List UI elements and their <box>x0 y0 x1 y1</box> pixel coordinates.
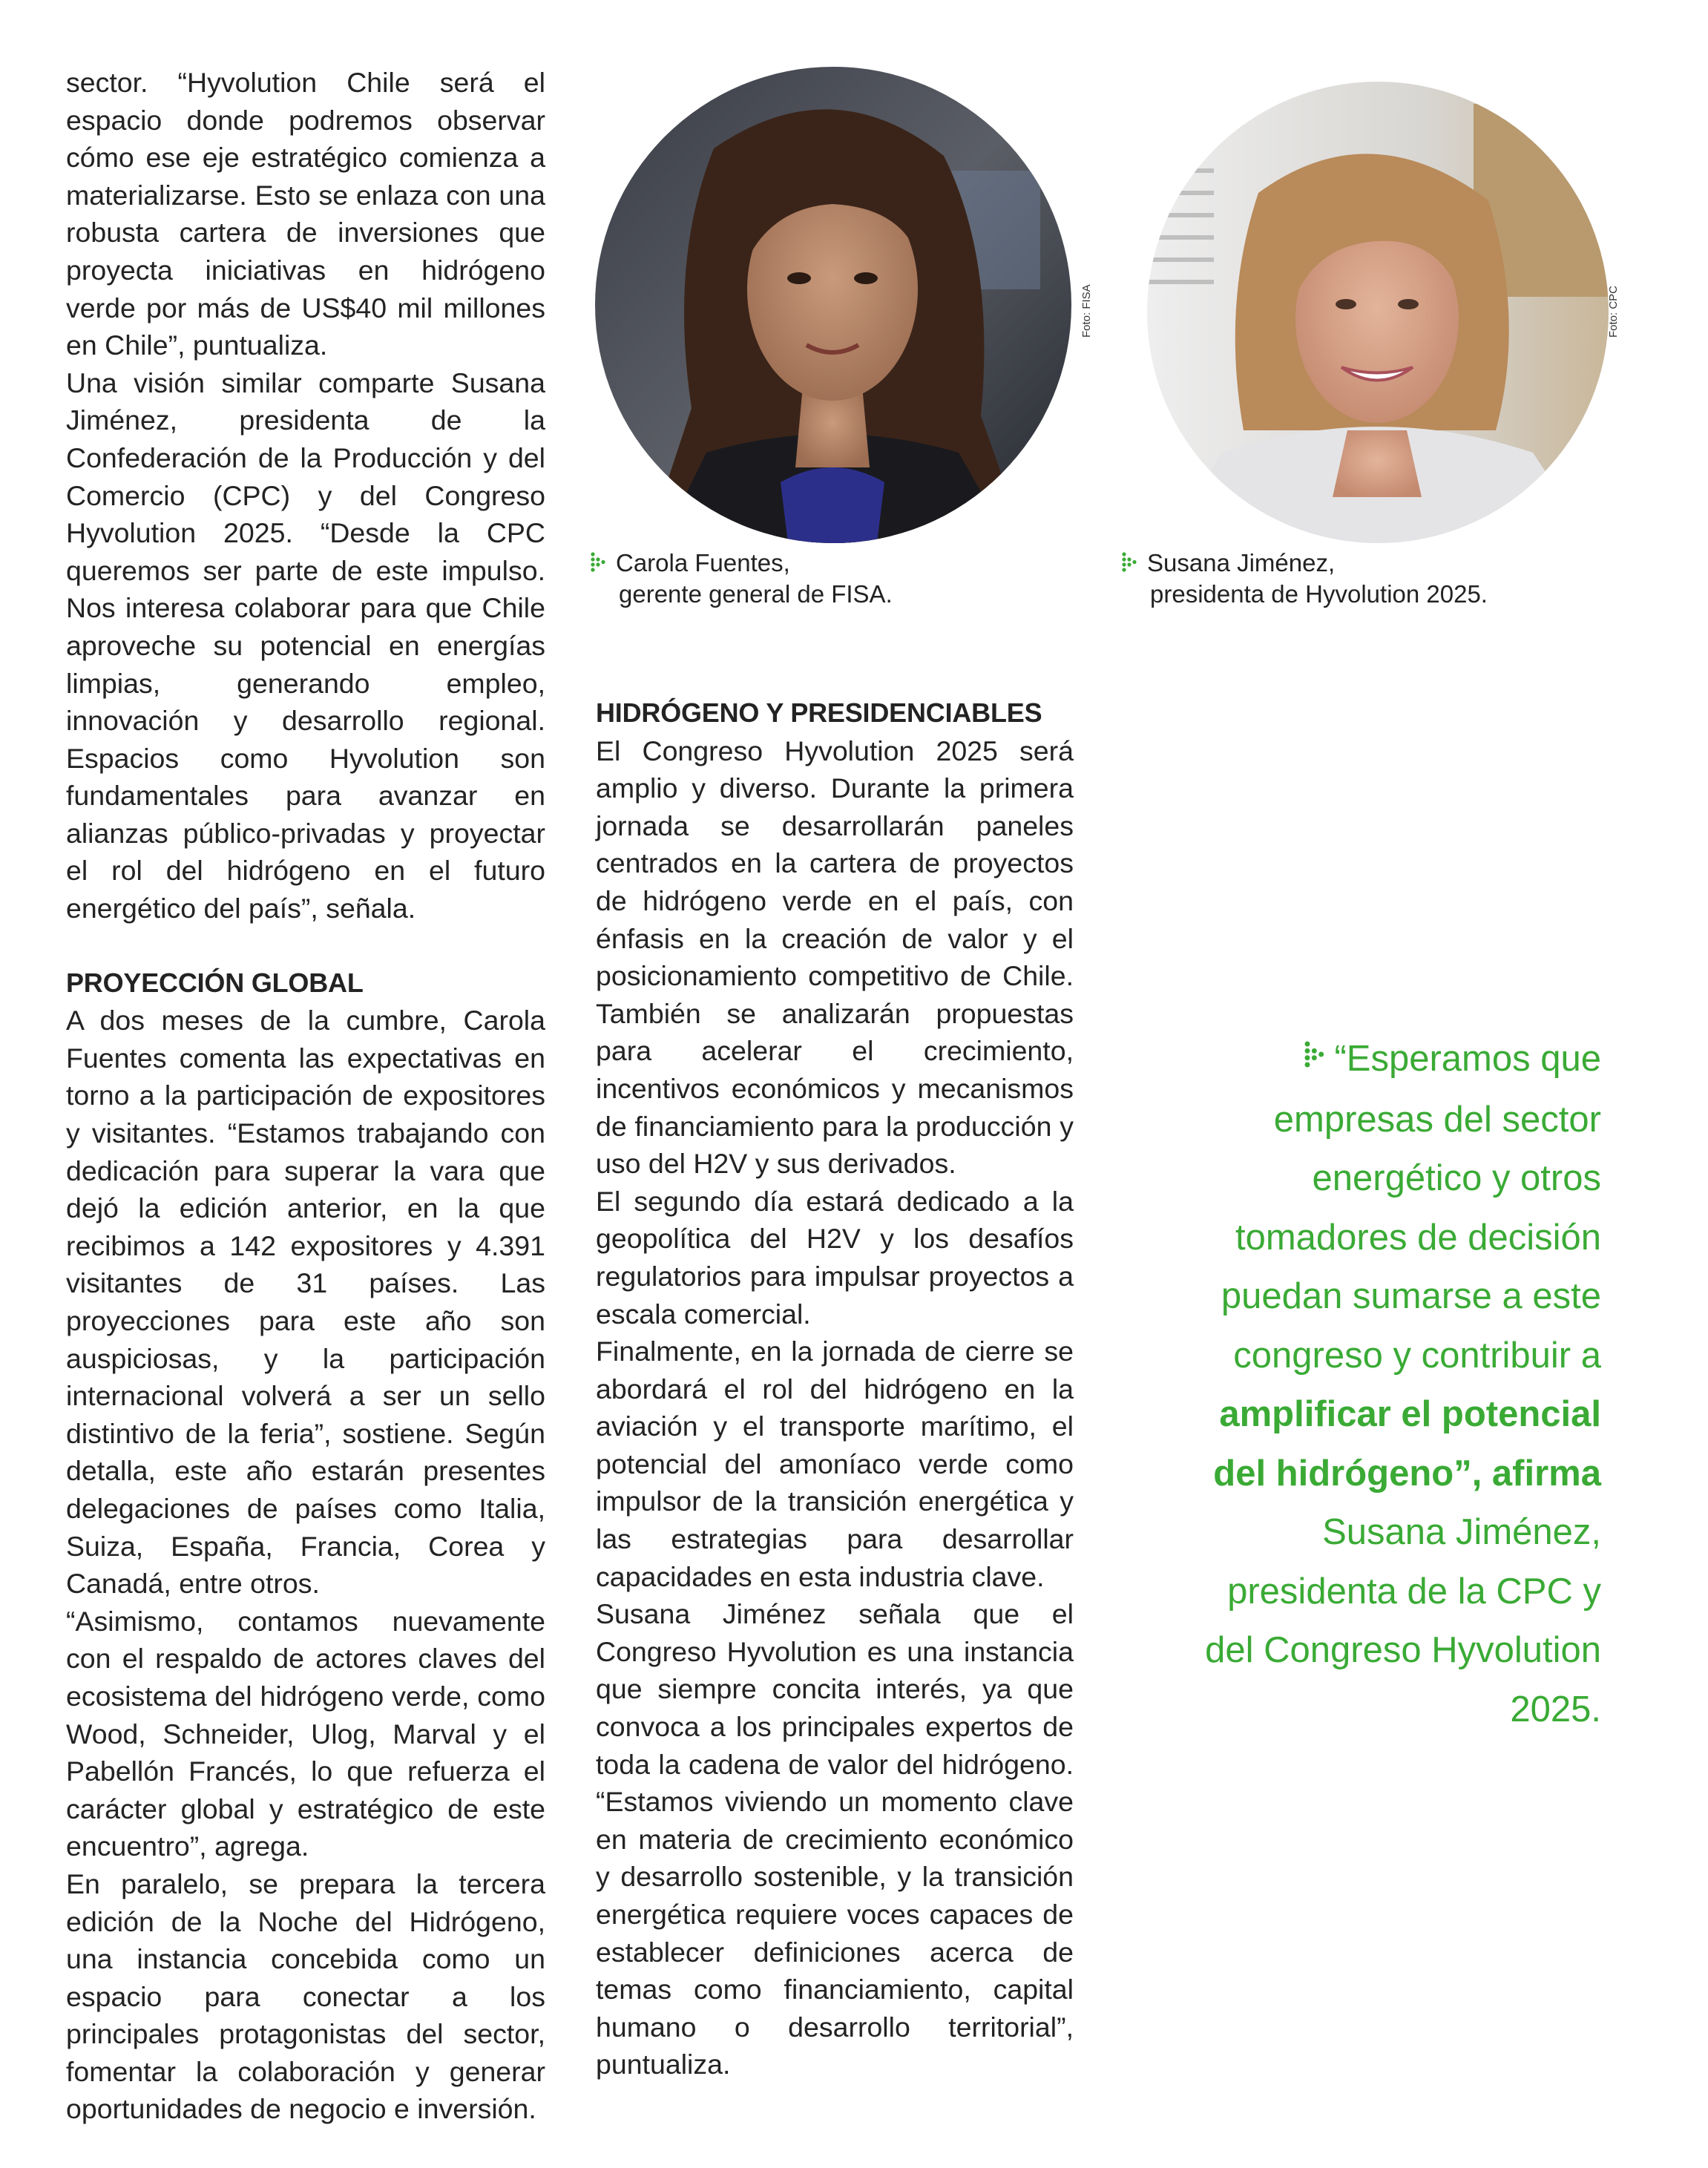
dot-bullet-icon <box>1122 552 1143 574</box>
col1-paragraph-2: Una visión similar comparte Susana Jiménez, presidenta de la Confederación de la Producción y del Comercio (CPC) y del Congreso Hyvolution 2025. “Desde la CPC queremos ser parte de este impulso. Nos interesa colaborar para que Chile aproveche su potencial en energías limpias, generando empleo, innovación y desarrollo regional. Espacios como Hyvolution son fundamentales para avanzar en alianzas público-privadas y proyectar el rol del hidrógeno en el futuro energético del país”, señala. <box>66 367 545 924</box>
pull-quote-text: “Esperamos que empresas del sector energético y otros tomadores de decisión puedan sumarse a este congreso y contribuir a <box>1221 1039 1601 1376</box>
article-column-2 <box>596 694 1074 2083</box>
caption-name: Carola Fuentes, <box>616 549 790 577</box>
photo-caption-carola-fuentes <box>591 548 893 610</box>
section-heading-proyeccion-global: PROYECCIÓN GLOBAL <box>66 967 364 998</box>
article-column-1 <box>66 64 545 2128</box>
photo-credit-cpc: Foto: CPC <box>1607 285 1620 338</box>
col1-paragraph-4: “Asimismo, contamos nuevamente con el respaldo de actores claves del ecosistema del hidrógeno verde, como Wood, Schneider, Ulog, Marval y el Pabellón Francés, lo que refuerza el carácter global y estratégico de este encuentro”, agrega. <box>66 1605 545 1862</box>
dot-bullet-icon <box>1301 1031 1328 1091</box>
caption-role: presidenta de Hyvolution 2025. <box>1150 580 1488 608</box>
col2-paragraph-4: Susana Jiménez señala que el Congreso Hyvolution es una instancia que siempre concita interés, ya que convoca a los principales expertos de toda la cadena de valor del hidrógeno. “Estamos viviendo un momento clave en materia de crecimiento económico y desarrollo sostenible, y la transición energética requiere voces capaces de establecer definiciones acerca de temas como financiamiento, capital humano o desarrollo territorial”, puntualiza. <box>596 1598 1074 2080</box>
col1-paragraph-5: En paralelo, se prepara la tercera edición de la Noche del Hidrógeno, una instancia concebida como un espacio para conectar a los principales protagonistas del sector, fomentar la colaboración y generar oportunidades de negocio e inversión. <box>66 1868 545 2125</box>
portrait-photo-susana-jimenez <box>1147 82 1609 543</box>
col2-paragraph-3: Finalmente, en la jornada de cierre se abordará el rol del hidrógeno en la aviación y el transporte marítimo, el potencial del amoníaco verde como impulsor de la transición energética y las estrategias para desarrollar capacidades en esta industria clave. <box>596 1336 1074 1592</box>
col2-paragraph-1: El Congreso Hyvolution 2025 será amplio y diverso. Durante la primera jornada se desarrollarán paneles centrados en la cartera de proyectos de hidrógeno verde en el país, con énfasis en la creación de valor y el posicionamiento competitivo de Chile. También se analizarán propuestas para acelerar el crecimiento, incentivos económicos y mecanismos de financiamiento para la producción y uso del H2V y sus derivados. <box>596 735 1074 1180</box>
caption-role: gerente general de FISA. <box>619 580 893 608</box>
col1-paragraph-3: A dos meses de la cumbre, Carola Fuentes comenta las expectativas en torno a la participación de expositores y visitantes. “Estamos trabajando con dedicación para superar la vara que dejó la edición anterior, en la que recibimos a 142 expositores y 4.391 visitantes de 31 países. Las proyecciones para este año son auspiciosas, y la participación internacional volverá a ser un sello distintivo de la feria”, sostiene. Según detalla, este año estarán presentes delegaciones de países como Italia, Suiza, España, Francia, Corea y Canadá, entre otros. <box>66 1005 545 1600</box>
dot-bullet-icon <box>591 552 611 574</box>
photo-credit-fisa: Foto: FISA <box>1080 284 1093 338</box>
portrait-photo-carola-fuentes <box>595 67 1071 543</box>
pull-quote <box>1172 1030 1601 1739</box>
col1-paragraph-1: sector. “Hyvolution Chile será el espacio donde podremos observar cómo ese eje estratégico comienza a materializarse. Esto se enlaza con una robusta cartera de inversiones que proyecta iniciativas en hidrógeno verde por más de US$40 mil millones en Chile”, puntualiza. <box>66 67 545 361</box>
pull-quote-attribution: Susana Jiménez, presidenta de la CPC y del Congreso Hyvolution 2025. <box>1205 1512 1601 1730</box>
pull-quote-emphasis: amplificar el potencial del hidrógeno”, afirma <box>1213 1394 1601 1494</box>
caption-name: Susana Jiménez, <box>1147 549 1336 577</box>
col2-paragraph-2: El segundo día estará dedicado a la geopolítica del H2V y los desafíos regulatorios para impulsar proyectos a escala comercial. <box>596 1185 1074 1330</box>
section-heading-hidrogeno-presidenciables: HIDRÓGENO Y PRESIDENCIABLES <box>596 697 1042 728</box>
photo-caption-susana-jimenez <box>1122 548 1488 610</box>
